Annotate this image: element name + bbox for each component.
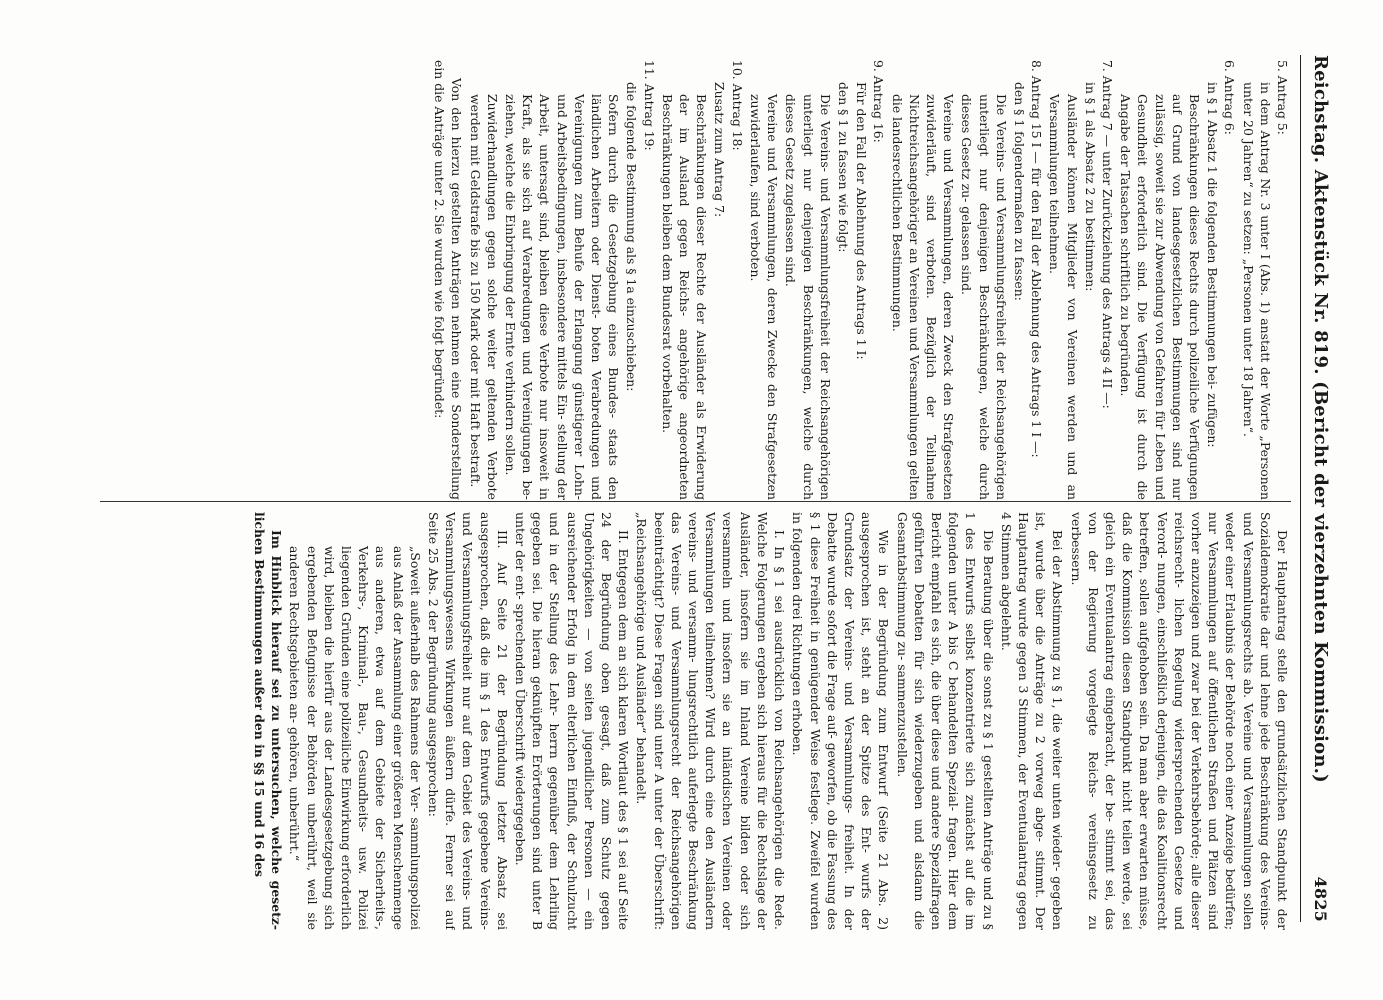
- paragraph: in § 1 Absatz 1 die folgenden Bestimmungen bei- zufügen:: [1205, 82, 1221, 448]
- paragraph: Zuwiderhandlungen gegen solche weiter geltenden Verbote werden mit Geldstrafe bis zu 150 Mark oder mit Haft bestraft.: [467, 94, 500, 500]
- quotation: „Soweit außerhalb des Rahmens der Ver- sammlungspolizei aus Anlaß der Ansammlung einer größeren Menschenmenge aus anderen, etwa auf dem Gebiete der Sicherheits-, Verkehrs-, Kriminal-, Bau-, Gesundheits- usw. Polizei liegenden Gründen eine polizeiliche Einwirkung erforderlich wird, bleiben die hierfür aus der Landesgesetzgebung sich ergebenden Befugnisse der Behörden unberührt, weil sie anderen Rechtsgebieten an- gehören, unberührt.“: [287, 546, 423, 930]
- paragraph: Beschränkungen dieses Rechts durch polizeiliche Verfügungen auf Grund von landesgesetzlichen Bestimmungen sind nur zulässig, soweit sie zur Abwendung von Gefahren für Leben und Gesundheit erforderlich sind. Die Verfügung ist durch die Angabe der Tatsachen schriftlich zu begründen.: [1118, 94, 1202, 500]
- paragraph: 5. Antrag 5:: [1275, 60, 1290, 135]
- paragraph: Zusatz zum Antrag 7:: [712, 82, 728, 218]
- paragraph: die folgende Bestimmung als § 1a einzuschieben:: [624, 82, 640, 392]
- paragraph: II. Entgegen dem an sich klaren Wortlaut des § 1 sei auf Seite 24 der Begründung oben gesagt, daß zum Schutz gegen Ungehörigkeiten — von seiten jugendlicher Personen — ein ausreichender Erfolg in dem elterlichen Einfluß, der Schulzucht und in der Stellung des Lehr- herrn gegenüber dem Lehrling gegeben sei. Die hieran geknüpften Erörterungen sind unter B unter der ent- sprechenden Überschrift wiedergegeben.: [513, 512, 632, 930]
- paragraph: 10. Antrag 18:: [729, 60, 745, 151]
- paragraph: den § 1 zu fassen wie folgt:: [835, 82, 851, 253]
- header-rule: [1300, 55, 1301, 922]
- paragraph: Die Vereins- und Versammlungsfreiheit der Reichsangehörigen unterliegt nur denjenigen Beschränkungen, welche durch dieses Gesetz zu- gelassen sind.: [959, 94, 1009, 500]
- paragraph: 11. Antrag 19:: [641, 60, 657, 151]
- paragraph: 9. Antrag 16:: [871, 60, 887, 143]
- paragraph: I. In § 1 sei ausdrücklich von Reichsangehörigen die Rede. Welche Folgerungen ergeben sich hieraus für die Rechtslage der Ausländer, insofern sie im Inland Vereine bilden oder sich versammeln und insofern sie an inländischen Vereinen oder Versammlungen teilnehmen? Wird durch eine den Ausländern vereins- und versamm- lungsrechtlich auferlegte Beschränkung das Vereins- und Versammlungsrecht der Reichsangehörigen beeinträchtigt? Diese Fragen sind unter A unter der Überschrift: „Reichsangehörige und Ausländer“ behandelt.: [634, 512, 788, 930]
- paragraph: in § 1 als Absatz 2 zu bestimmen:: [1082, 82, 1098, 292]
- paragraph: Im Hinblick hierauf sei zu untersuchen, welche gesetz- lichen Bestimmungen außer den in §§ 15 und 16 des: [252, 512, 285, 930]
- paragraph: Beschränkungen dieser Rechte der Ausländer als Erwiderung der im Ausland gegen Reichs- angehörige angeordneten Beschränkungen bleiben dem Bundesrat vorbehalten.: [659, 94, 710, 500]
- paragraph: Vereine und Versammlungen, deren Zweck den Strafgesetzen zuwiderläuft, sind verboten. Bezüglich der Teilnahme Nichtreichsangehöriger an Vereinen und Versammlungen gelten die landesrechtlichen Bestimmungen.: [889, 94, 957, 500]
- paragraph: Bei der Abstimmung zu § 1, die weiter unten wieder- gegeben ist, wurde über die Anträge zu 2 vorweg abge- stimmt. Der Hauptantrag wurde gegen 3 Stimmen, der Eventualantrag gegen 4 Stimmen abgelehnt.: [998, 512, 1066, 930]
- paragraph: Ausländer können Mitglieder von Vereinen werden und an Versammlungen teilnehmen.: [1047, 94, 1080, 500]
- paragraph: Der Hauptantrag stelle den grundsätzlichen Standpunkt der Sozialdemokratie dar und lehne jede Beschränkung des Vereins- und Versammlungsrechts ab. Vereine und Versammlungen sollen weder einer Erlaubnis der Behörde noch einer Anzeige bedürfen; nur Versammlungen auf öffentlichen Straßen und Plätzen sind vorher anzuzeigen und zwar bei der Verkehrsbehörde; alle dieser reichsrecht- lichen Regelung widersprechenden Gesetze und Verord- nungen, einschließlich derjenigen, die das Koalitionsrecht betreffen, sollen aufgehoben sein. Da man aber erwarten müsse, daß die Kommission diesen Standpunkt nicht teilen werde, sei gleich ein Eventualantrag eingebracht, der be- stimmt sei, das von der Regierung vorgelegte Reichs- vereinsgesetz zu verbessern.: [1068, 512, 1290, 930]
- paragraph: Sofern durch die Gesetzgebung eines Bundes- staats den ländlichen Arbeitern oder Dienst- boten Verabredungen und Vereinigungen zum Behufe der Erlangung günstigerer Lohn- und Arbeitsbedingungen, insbesondere mittels Ein- stellung der Arbeit, untersagt sind, bleiben diese Verbote nur insoweit in Kraft, als sie sich auf Verabredungen und Vereinigungen be- ziehen, welche die Einbringung der Ernte verhindern sollen.: [503, 94, 622, 500]
- paragraph: 8. Antrag 15 I — für den Fall der Ablehnung des Antrags 1 I —:: [1029, 60, 1045, 458]
- paragraph: in dem Antrag Nr. 3 unter I (Abs. 1) anstatt der Worte „Personen unter 20 Jahren“ zu setzen: „Personen unter 18 Jahren“.: [1240, 82, 1273, 500]
- paragraph: Von den hierzu gestellten Anträgen nehmen eine Sonderstellung ein die Anträge unter 2. Sie wurden wie folgt begründet:: [432, 60, 465, 500]
- paragraph: Vereine und Versammlungen, deren Zwecke den Strafgesetzen zuwiderlaufen, sind verboten.: [747, 94, 781, 500]
- left-column: [160, 60, 1291, 500]
- paragraph: Die Vereins- und Versammlungsfreiheit der Reichsangehörigen unterliegt nur denjenigen Beschränkungen, welche durch dieses Gesetz zugelassen sind.: [783, 94, 833, 500]
- page-header: [1310, 55, 1331, 922]
- paragraph: den § 1 folgendermaßen zu fassen:: [1011, 82, 1027, 301]
- paragraph: 6. Antrag 6:: [1222, 60, 1238, 135]
- column-separator: [100, 501, 1291, 502]
- paragraph: Wie in der Begründung zum Entwurf (Seite 21 Abs. 2) ausgesprochen ist, steht an der Spitze des Ent- wurfs der Grundsatz der Vereins- und Versammlungs- freiheit. In der Debatte wurde sofort die Frage auf- geworfen, ob die Fassung des § 1 diese Freiheit in genügender Weise festlege. Zweifel wurden in folgenden drei Richtungen erhoben.: [790, 512, 892, 930]
- header-title: Reichstag. Aktenstück Nr. 819. (Bericht der vierzehnten Kommission.): [1310, 55, 1331, 783]
- paragraph: 7. Antrag 7 — unter Zurückziehung des Antrags 4 II —:: [1099, 60, 1115, 409]
- paragraph: III. Auf Seite 21 der Begründung letzter Absatz sei ausgesprochen, daß die im § 1 des Entwurfs gegebene Vereins- und Versammlungsfreiheit nur auf dem Gebiet des Vereins- und Versammlungswesens Wirkungen äußern dürfe. Ferner sei auf Seite 25 Abs. 2 der Begründung ausgesprochen:: [426, 512, 510, 930]
- right-column: [160, 512, 1291, 930]
- paragraph: Die Beratung über die sonst zu § 1 gestellten Anträge und zu § 1 des Entwurfs selbst konzentrierte sich zunächst auf die im folgenden unter A bis C behandelten Spezial- fragen. Hier dem Bericht empfahl es sich, die über diese und andere Spezialfragen geführten Debatten für sich wiederzugeben und alsdann die Gesamtabstimmung zu- sammenzustellen.: [894, 512, 996, 930]
- paragraph: Für den Fall der Ablehnung des Antrags 1 I:: [854, 82, 870, 360]
- page-number: 4825: [1311, 876, 1330, 922]
